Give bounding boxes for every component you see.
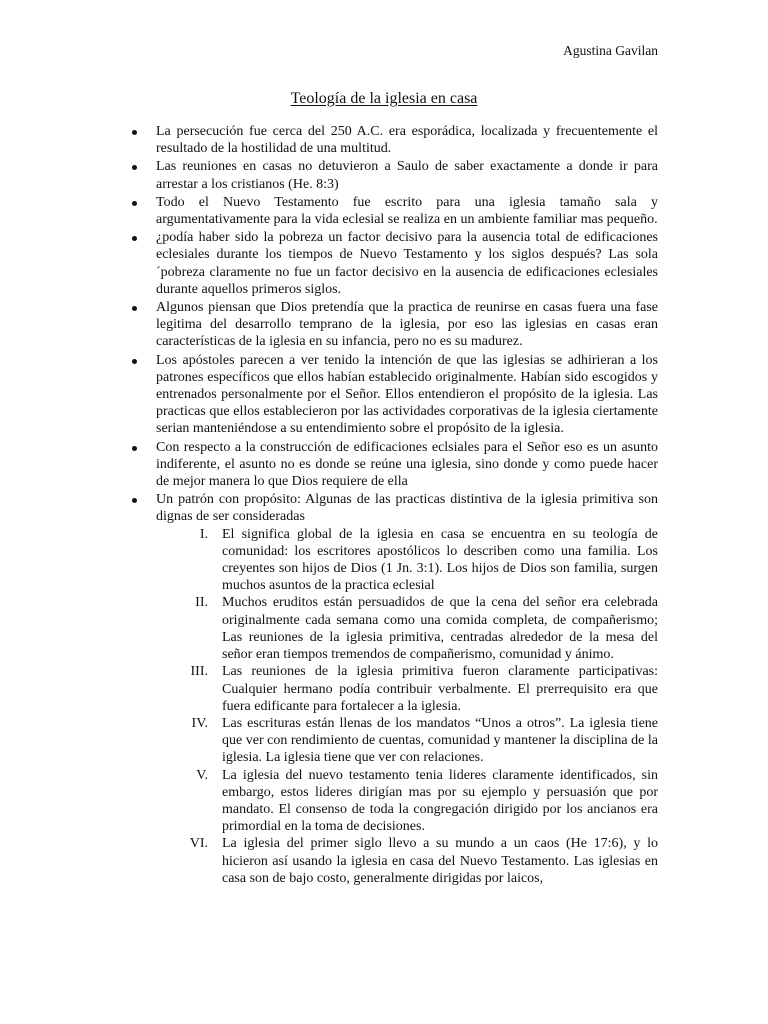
- numbered-item: [156, 526, 658, 595]
- bullet-text: Algunos piensan que Dios pretendía que la practica de reunirse en casas fuera una fase legitima del desarrollo temprano de la iglesia, por eso las iglesias en casas eran características de la iglesia en su infancia, pero no es su madurez.: [156, 300, 658, 350]
- numbered-item-text: El significa global de la iglesia en casa se encuentra en su teología de comunidad: los escritores apostólicos lo describen como una familia. Los creyentes son hijos de Dios (1 Jn. 3:1). Los hijos de Dios son familia, surgen muchos asuntos de la practica eclesial: [222, 526, 658, 594]
- bullet-item: [128, 491, 658, 887]
- bullet-icon: [132, 165, 137, 170]
- bullet-text: La persecución fue cerca del 250 A.C. era esporádica, localizada y frecuentemente el resultado de la hostilidad de una multitud.: [156, 124, 658, 157]
- numbered-item-text: Las escrituras están llenas de los mandatos “Unos a otros”. La iglesia tiene que ver con rendimiento de cuentas, comunidad y mantener la disciplina de la iglesia. La iglesia tiene que ver con relaciones.: [222, 715, 658, 766]
- document-title-text: Teología de la iglesia en casa: [290, 90, 478, 107]
- bullet-text: Con respecto a la construcción de edificaciones eclsiales para el Señor eso es un asunto indiferente, el asunto no es donde se reúne una iglesia, sino donde y como puede hacer de mejor manera lo que Dios requiere de ella: [156, 439, 658, 490]
- numbered-item-text: La iglesia del nuevo testamento tenia lideres claramente identificados, sin embargo, estos lideres dirigían mas por su ejemplo y persuasión que por mandato. El consenso de toda la congregación dirigido por los ancianos era primordial en la toma de decisiones.: [222, 767, 658, 835]
- numbered-item-number: III.: [190, 664, 208, 680]
- bullet-icon: [132, 359, 137, 364]
- numbered-item: [156, 835, 658, 887]
- numbered-list: [156, 526, 658, 887]
- bullet-text: Los apóstoles parecen a ver tenido la intención de que las iglesias se adhirieran a los patrones específicos que ellos habían establecido originalmente. Habían sido escogidos y entrenados personalmente por el Señor. Ellos entendieron el propósito de la iglesia. Las practicas que ellos establecieron por las actividades corporativas de la iglesia ciertamente serian manteniéndose a su entendimiento sobre el propósito de la iglesia.: [156, 352, 658, 437]
- numbered-item-text: La iglesia del primer siglo llevo a su mundo a un caos (He 17:6), y lo hicieron así usando la iglesia en casa del Nuevo Testamento. Las iglesias en casa son de bajo costo, generalmente dirigidas por laicos,: [222, 836, 658, 886]
- bullet-item: [128, 299, 658, 351]
- bullet-item: [128, 194, 658, 228]
- bullet-text: ¿podía haber sido la pobreza un factor decisivo para la ausencia total de edificaciones eclesiales durante los tiempos de Nuevo Testamento y los siglos después? Las sola ´pobreza claramente no fue un factor decisivo en la ausencia de edificaciones eclesiales durante aquellos primeros siglos.: [156, 230, 658, 297]
- numbered-item: [156, 767, 658, 836]
- numbered-item-number: I.: [199, 526, 208, 542]
- numbered-item: [156, 663, 658, 715]
- bullet-icon: [132, 498, 137, 503]
- numbered-item-number: V.: [196, 767, 208, 783]
- document-title: [0, 89, 768, 108]
- bullet-item: [128, 229, 658, 298]
- bullet-icon: [132, 130, 137, 135]
- numbered-item-number: VI.: [189, 836, 208, 852]
- bullet-icon: [132, 201, 137, 206]
- numbered-item-text: Las reuniones de la iglesia primitiva fueron claramente participativas: Cualquier hermano podía contribuir verbalmente. El prerrequisito era que fuera edificante para fortalecer a la iglesia.: [222, 664, 658, 714]
- numbered-item-number: II.: [195, 595, 208, 611]
- bullet-item: [128, 439, 658, 491]
- bullet-icon: [132, 446, 137, 451]
- bullet-icon: [132, 306, 137, 311]
- bullet-text: Todo el Nuevo Testamento fue escrito para una iglesia tamaño sala y argumentativamente para la vida eclesial se realiza en un ambiente familiar mas pequeño.: [156, 194, 658, 228]
- numbered-item: [156, 715, 658, 767]
- numbered-item-number: IV.: [191, 715, 208, 731]
- author-name: Agustina Gavilan: [563, 43, 658, 58]
- bullet-icon: [132, 236, 137, 241]
- bullet-item: [128, 158, 658, 192]
- bullet-list: [128, 123, 658, 888]
- bullet-text: Las reuniones en casas no detuvieron a Saulo de saber exactamente a donde ir para arrestar a los cristianos (He. 8:3): [156, 159, 658, 192]
- bullet-item: [128, 123, 658, 157]
- bullet-text: Un patrón con propósito: Algunas de las practicas distintiva de la iglesia primitiva son dignas de ser consideradas: [156, 492, 658, 525]
- bullet-item: [128, 352, 658, 438]
- numbered-item: [156, 594, 658, 663]
- numbered-item-text: Muchos eruditos están persuadidos de que la cena del señor era celebrada originalmente cada semana como una comida completa, de compañerismo; Las reuniones de la iglesia primitiva, centradas alrededor de la mesa del señor eran tiempos tremendos de compañerismo, comunidad y ánimo.: [222, 595, 658, 663]
